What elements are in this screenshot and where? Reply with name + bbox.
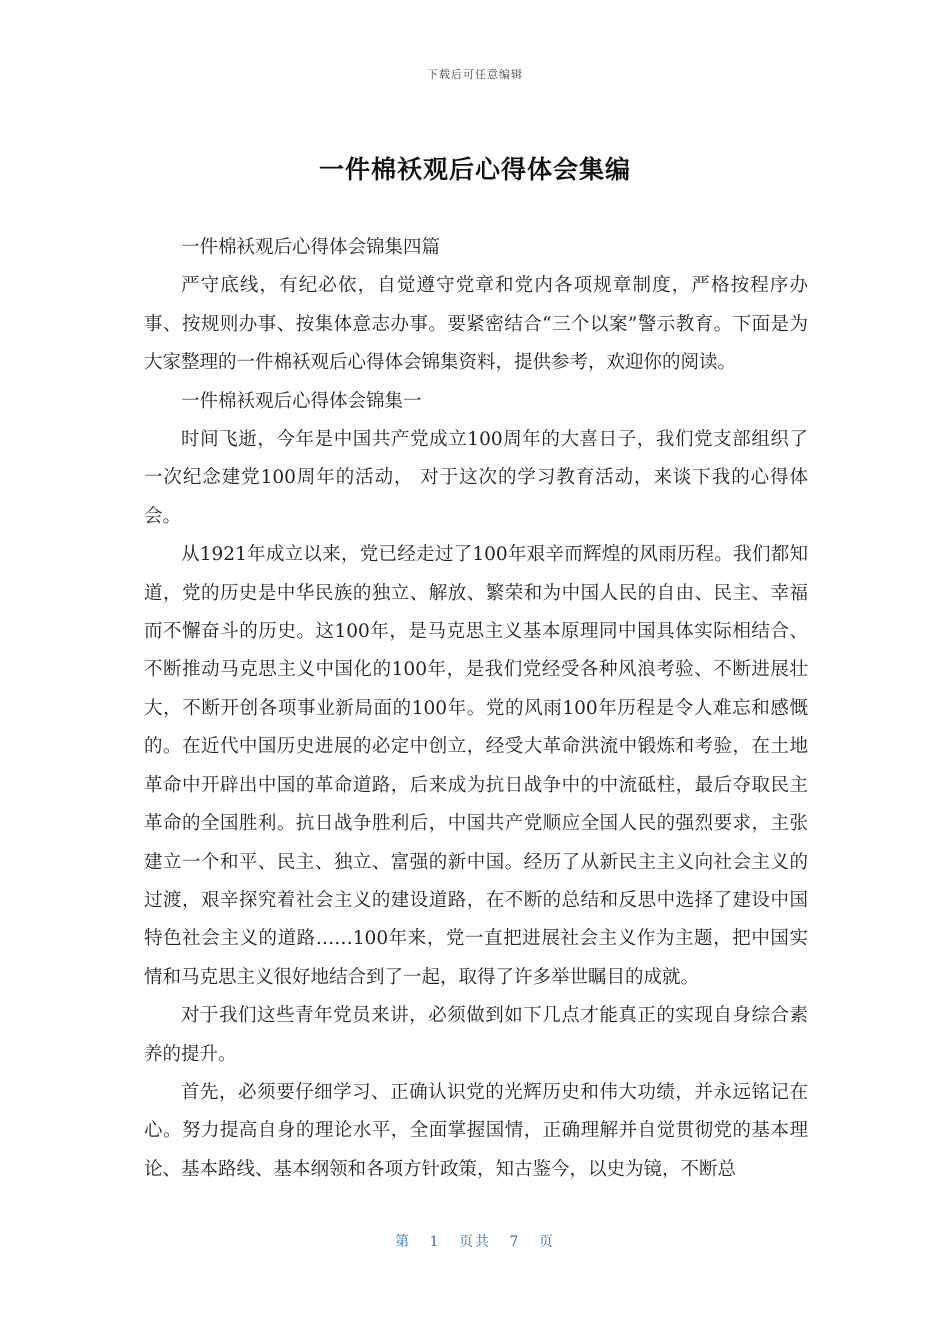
paragraph-body: 从1921年成立以来，党已经走过了100年艰辛而辉煌的风雨历程。我们都知道，党的历史是中华民族的独立、解放、繁荣和为中国人民的自由、民主、幸福而不懈奋斗的历史。这100年，是马克思主义基本原理同中国具体实际相结合、不断推动马克思主义中国化的100年，是我们党经受各种风浪考验、不断进展壮大，不断开创各项事业新局面的100年。党的风雨100年历程是令人难忘和感慨的。在近代中国历史进展的必定中创立，经受大革命洪流中锻炼和考验，在土地革命中开辟出中国的革命道路，后来成为抗日战争中的中流砥柱，最后夺取民主革命的全国胜利。抗日战争胜利后，中国共产党顺应全国人民的强烈要求，主张建立一个和平、民主、独立、富强的新中国。经历了从新民主主义向社会主义的过渡，艰辛探究着社会主义的建设道路，在不断的总结和反思中选择了建设中国特色社会主义的道路……100年来，党一直把进展社会主义作为主题，把中国实情和马克思主义很好地结合到了一起，取得了许多举世瞩目的成就。 <box>144 544 808 988</box>
footer-suffix: 页 <box>538 1234 555 1250</box>
paragraph-intro: 严守底线，有纪必依，自觉遵守党章和党内各项规章制度，严格按程序办事、按规则办事、按集体意志办事。要紧密结合“三个以案”警示教育。下面是为大家整理的一件棉袄观后心得体会锦集资料，提供参考，欢迎你的阅读。 <box>144 275 808 374</box>
paragraph-body: 对于我们这些青年党员来讲，必须做到如下几点才能真正的实现自身综合素养的提升。 <box>144 1005 808 1065</box>
footer-middle: 页共 <box>459 1234 491 1250</box>
header-note: 下载后可任意编辑 <box>427 68 523 81</box>
paragraph-body: 首先，必须要仔细学习、正确认识党的光辉历史和伟大功绩，并永远铭记在心。努力提高自身的理论水平，全面掌握国情，正确理解并自觉贯彻党的基本理论、基本路线、基本纲领和各项方针政策，知古鉴今，以史为镜，不断总 <box>144 1081 808 1180</box>
paragraph-section-heading: 一件棉袄观后心得体会锦集一 <box>181 390 422 412</box>
paragraph-body: 时间飞逝，今年是中国共产党成立100周年的大喜日子，我们党支部组织了一次纪念建党100周年的活动， 对于这次的学习教育活动，来谈下我的心得体会。 <box>144 429 808 527</box>
document-body <box>144 229 808 1189</box>
page-number-footer <box>0 1231 950 1251</box>
paragraph-subtitle: 一件棉袄观后心得体会锦集四篇 <box>181 237 441 258</box>
footer-prefix: 第 <box>395 1234 412 1250</box>
footer-total-pages: 7 <box>509 1234 521 1250</box>
document-title: 一件棉袄观后心得体会集编 <box>318 155 631 184</box>
footer-current-page: 1 <box>429 1234 441 1250</box>
